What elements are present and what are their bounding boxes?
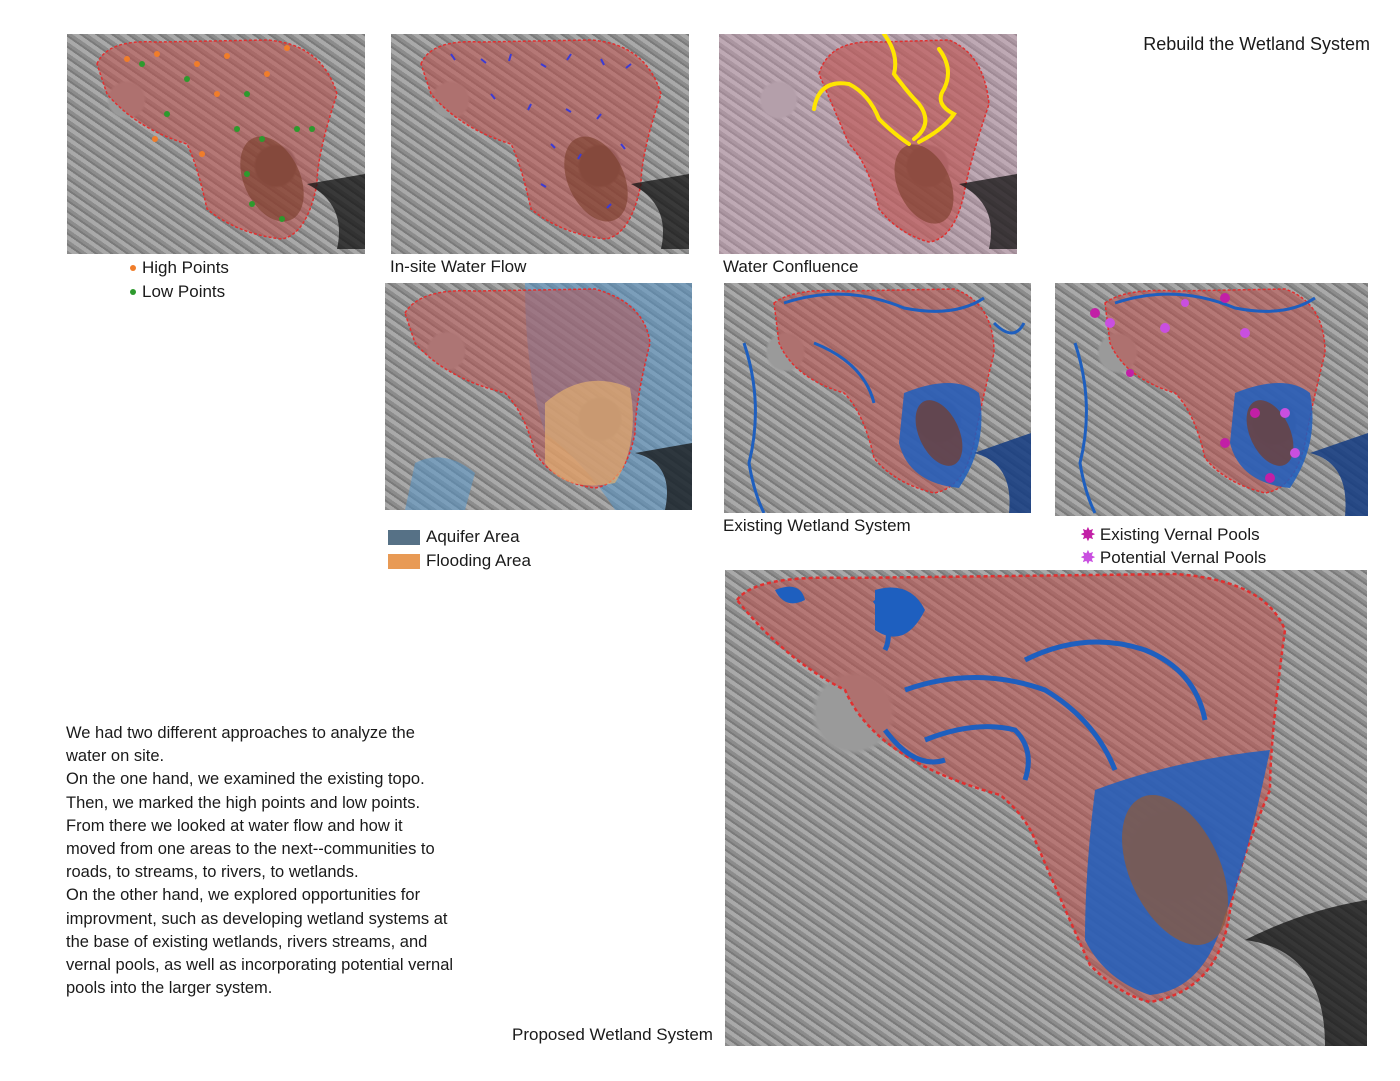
star-violet-icon: ✸ <box>1080 547 1096 569</box>
label-proposed-wetland-system: Proposed Wetland System <box>512 1025 713 1044</box>
legend-low-points <box>130 282 225 302</box>
map-water-confluence <box>719 34 1017 254</box>
legend-aquifer-area <box>388 527 520 547</box>
map-vernal-pools <box>1055 283 1368 516</box>
legend-flooding-label: Flooding Area <box>426 551 531 570</box>
label-water-confluence: Water Confluence <box>723 257 859 276</box>
description-text <box>66 722 456 1000</box>
map-high-low-points <box>67 34 365 254</box>
description-paragraph-1: We had two different approaches to analyze the water on site. <box>66 724 415 766</box>
legend-potential-vernal-label: Potential Vernal Pools <box>1099 548 1267 567</box>
site-overlay <box>391 34 689 254</box>
site-overlay <box>1055 283 1368 516</box>
map-existing-wetland-system <box>724 283 1031 513</box>
legend-existing-vernal-pools <box>1080 525 1260 545</box>
legend-potential-vernal-pools <box>1080 548 1266 568</box>
site-overlay <box>719 34 1017 254</box>
description-paragraph-2: On the one hand, we examined the existing topo. Then, we marked the high points and low points. From there we looked at water flow and how it moved from one areas to the next--communities to roads, to streams, to rivers, to wetlands. <box>66 770 435 882</box>
star-magenta-icon: ✸ <box>1080 524 1096 546</box>
legend-high-points-label: High Points <box>142 258 229 277</box>
map-proposed-wetland-system <box>725 570 1367 1046</box>
label-in-site-water-flow: In-site Water Flow <box>390 257 527 276</box>
map-aquifer-flooding <box>385 283 692 510</box>
page-title: Rebuild the Wetland System <box>1143 34 1370 54</box>
label-existing-wetland-system: Existing Wetland System <box>723 516 911 535</box>
description-paragraph-3: On the other hand, we explored opportunities for improvment, such as developing wetland systems at the base of existing wetlands, rivers streams, and vernal pools, as well as incorporating potential vernal pools into the larger system. <box>66 886 454 998</box>
swatch-flooding-icon <box>388 554 420 569</box>
site-overlay <box>67 34 365 254</box>
legend-flooding-area <box>388 551 531 571</box>
legend-aquifer-label: Aquifer Area <box>426 527 520 546</box>
swatch-aquifer-icon <box>388 530 420 545</box>
site-overlay <box>385 283 692 510</box>
legend-existing-vernal-label: Existing Vernal Pools <box>1099 525 1260 544</box>
legend-high-points <box>130 258 229 278</box>
site-overlay <box>725 570 1367 1046</box>
site-overlay <box>724 283 1031 513</box>
dot-orange-icon <box>130 265 136 271</box>
legend-low-points-label: Low Points <box>142 282 226 301</box>
map-in-site-water-flow <box>391 34 689 254</box>
dot-green-icon <box>130 289 136 295</box>
